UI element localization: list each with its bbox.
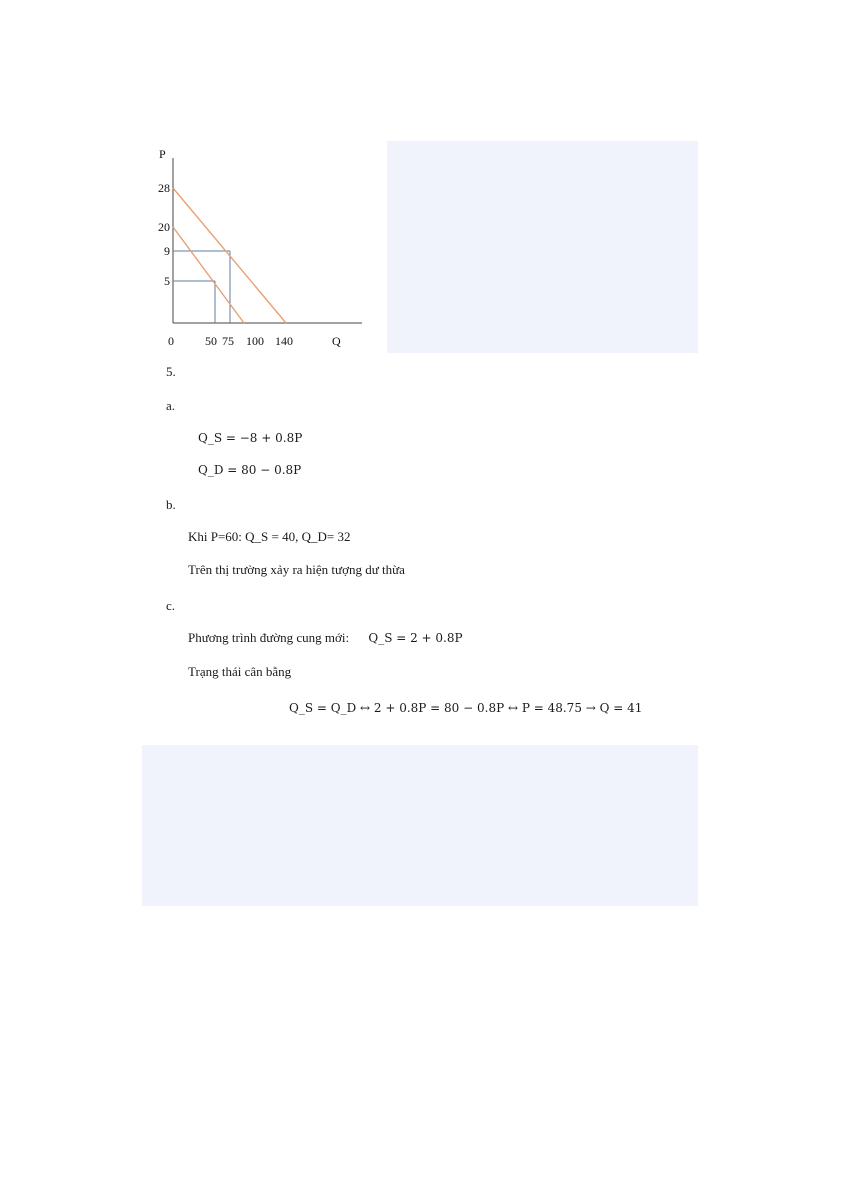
background-panel-bottom	[142, 745, 698, 906]
part-a-label: a.	[166, 398, 176, 413]
content-sheet	[140, 353, 685, 745]
equation-qd: Q_D = 80 − 0.8P	[198, 463, 302, 477]
y-tick-label-9: 9	[164, 244, 170, 258]
series-lower-line	[173, 227, 244, 323]
supply-demand-chart	[150, 140, 370, 355]
part-b-line1: Khi P=60: Q_S = 40, Q_D= 32	[188, 529, 351, 544]
y-tick-label-20: 20	[158, 220, 170, 234]
x-tick-label-140: 140	[275, 334, 293, 348]
y-tick-label-5: 5	[164, 274, 170, 288]
part-b-label: b.	[166, 497, 176, 512]
x-tick-label-100: 100	[246, 334, 264, 348]
x-axis-label: Q	[332, 334, 341, 348]
x-tick-label-75: 75	[222, 334, 234, 348]
y-axis-label: P	[159, 147, 166, 161]
new-supply-equation: Q_S = 2 + 0.8P	[368, 631, 463, 645]
x-tick-label-50: 50	[205, 334, 217, 348]
background-panel-top	[387, 141, 698, 353]
new-supply-text: Phương trình đường cung mới:	[188, 630, 350, 645]
section-number: 5.	[166, 364, 176, 379]
part-c-line2: Trạng thái cân bằng	[188, 664, 292, 679]
part-c-line1	[188, 630, 463, 646]
equilibrium-equation: Q_S = Q_D ↔ 2 + 0.8P = 80 − 0.8P ↔ P = 48.75 → Q = 41	[289, 701, 643, 715]
part-c-label: c.	[166, 598, 176, 613]
y-tick-label-28: 28	[158, 181, 170, 195]
equation-qs: Q_S = −8 + 0.8P	[198, 431, 303, 445]
x-tick-label-0: 0	[168, 334, 174, 348]
part-b-line2: Trên thị trường xảy ra hiện tượng dư thừa	[188, 562, 405, 577]
